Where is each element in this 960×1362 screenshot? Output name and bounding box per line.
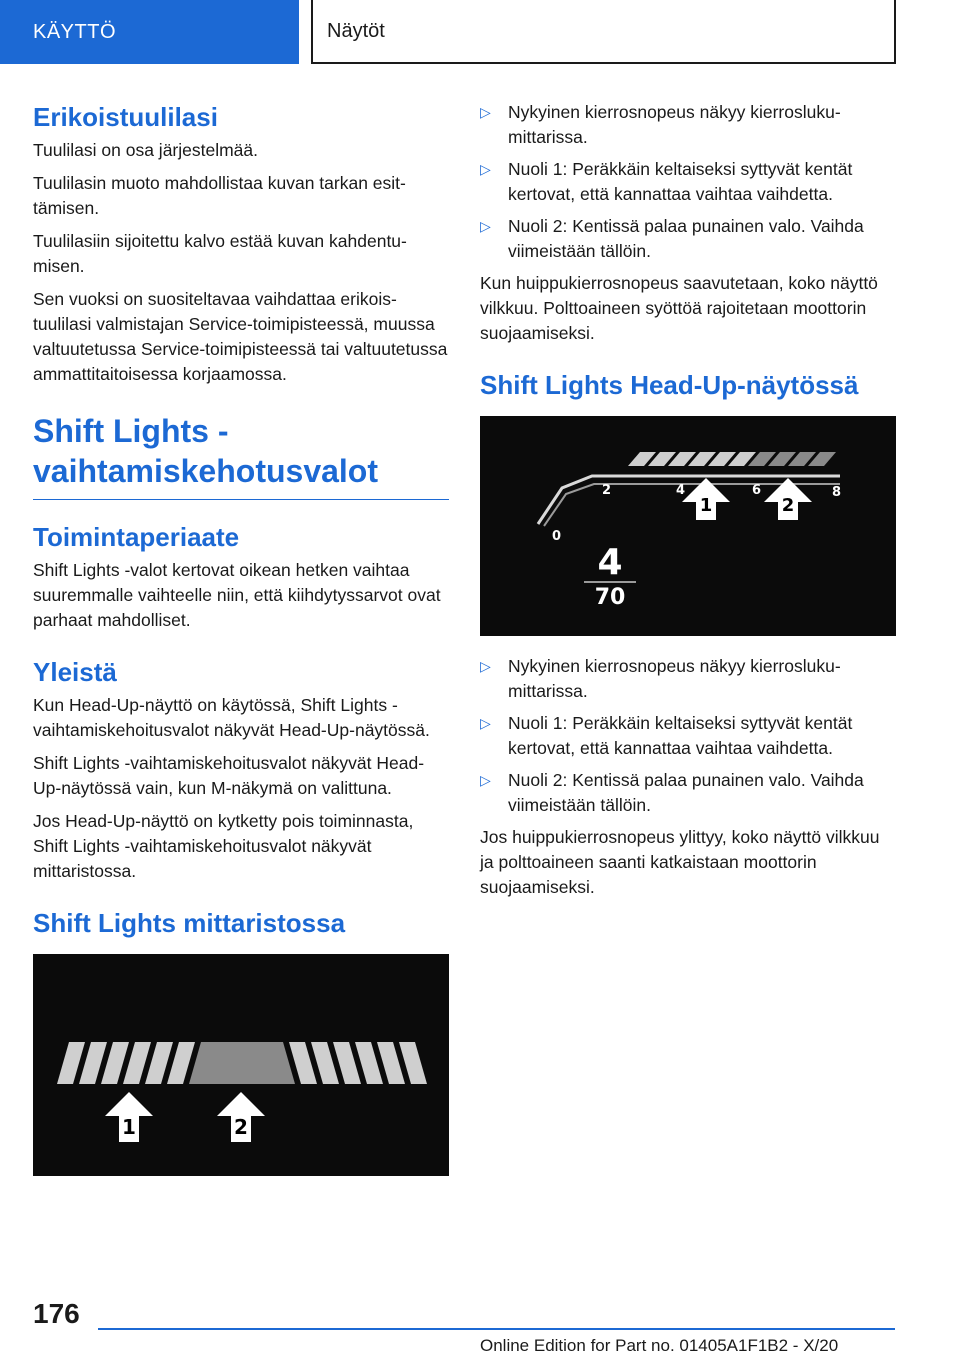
paragraph: Tuulilasiin sijoitettu kalvo estää kuvan kahdentumisen.: [33, 231, 407, 276]
paragraph: Tuulilasi on osa järjestelmää.: [33, 140, 259, 160]
svg-text:2: 2: [781, 495, 795, 516]
paragraph: Jos Head-Up-näyttö on kytketty pois toiminnasta, Shift Lights -vaihtamiskehoitusvalot näkyvät mittaristossa.: [33, 811, 414, 881]
footer-divider: [98, 1328, 895, 1330]
heading-hud: Shift Lights Head-Up-näytössä: [480, 370, 859, 400]
header-chapter: [311, 0, 896, 64]
hud-gear: 4: [597, 542, 623, 583]
paragraph: Jos huippukierrosnopeus ylittyy, koko näyttö vilkkuu ja polttoaineen saanti katkaistaan moottorin suojaamiseksi.: [480, 827, 880, 897]
hud-shift-lights-illustration: [480, 416, 896, 636]
list-item: ▷ Nuoli 2: Kentissä palaa punainen valo. Vaihda viimeistään tällöin.: [480, 770, 864, 815]
legend-list-2: [480, 654, 896, 818]
bullet-triangle-icon: ▷: [480, 772, 491, 788]
svg-text:2: 2: [602, 483, 612, 498]
page-number: 176: [33, 1298, 80, 1329]
svg-text:1: 1: [699, 495, 713, 516]
hud-speed: 70: [594, 585, 626, 610]
cluster-shift-lights-figure: [33, 954, 449, 1176]
bullet-triangle-icon: ▷: [480, 715, 491, 731]
list-item: ▷ Nykyinen kierrosnopeus näkyy kierroslukumittarissa.: [480, 656, 841, 701]
chapter-title: Näytöt: [327, 19, 385, 42]
section-title: KÄYTTÖ: [33, 20, 117, 43]
paragraph: Shift Lights -valot kertovat oikean hetken vaihtaa suuremmalle vaihteelle niin, että kiihdytyssarvot ovat parhaat mahdolliset.: [33, 560, 441, 630]
svg-text:1: 1: [122, 1115, 136, 1139]
svg-text:2: 2: [234, 1115, 248, 1139]
heading-cluster: Shift Lights mittaristossa: [33, 908, 346, 938]
bullet-triangle-icon: ▷: [480, 658, 491, 674]
list-item: ▷ Nuoli 2: Kentissä palaa punainen valo. Vaihda viimeistään tällöin.: [480, 216, 864, 261]
svg-text:6: 6: [752, 483, 762, 498]
heading-general: Yleistä: [33, 657, 117, 687]
paragraph: Kun huippukierrosnopeus saavutetaan, koko näyttö vilkkuu. Polttoaineen syöttöä rajoitetaan moottorin suojaamiseksi.: [480, 273, 878, 343]
list-item: ▷ Nuoli 1: Peräkkäin keltaiseksi syttyvät kentät kertovat, että kannattaa vaihtaa vaihdetta.: [480, 713, 853, 758]
bullet-triangle-icon: ▷: [480, 104, 491, 120]
bullet-triangle-icon: ▷: [480, 161, 491, 177]
hud-shift-lights-figure: [480, 416, 896, 636]
list-item: ▷ Nuoli 1: Peräkkäin keltaiseksi syttyvät kentät kertovat, että kannattaa vaihtaa vaihdetta.: [480, 159, 853, 204]
heading-shift-lights-wrap: [33, 411, 449, 500]
edition-text: Online Edition for Part no. 01405A1F1B2 - X/20: [480, 1336, 839, 1355]
paragraph: Tuulilasin muoto mahdollistaa kuvan tarkan esittämisen.: [33, 173, 406, 218]
heading-windshield: Erikoistuulilasi: [33, 102, 218, 132]
heading-function: Toimintaperiaate: [33, 522, 240, 552]
list-item: ▷ Nykyinen kierrosnopeus näkyy kierroslukumittarissa.: [480, 102, 841, 147]
legend-list-1: [480, 100, 896, 264]
paragraph: Shift Lights -vaihtamiskehoitusvalot näkyvät Head-Up-näytössä vain, kun M-näkymä on valittuna.: [33, 753, 425, 798]
bullet-triangle-icon: ▷: [480, 218, 491, 234]
header-section: [0, 0, 299, 64]
paragraph: Kun Head-Up-näyttö on käytössä, Shift Lights -vaihtamiskehoitusvalot näkyvät Head-Up-näytössä.: [33, 695, 430, 740]
svg-text:0: 0: [552, 529, 562, 544]
svg-text:4: 4: [676, 483, 686, 498]
heading-shift-lights: Shift Lights -vaihtamiskehotusvalot: [33, 413, 378, 489]
left-column: [33, 100, 449, 1194]
cluster-light-bar: [57, 1042, 427, 1084]
paragraph: Sen vuoksi on suositeltavaa vaihdattaa erikoistuulilasi valmistajan Service-toimipisteessä, muussa valtuutetussa Service-toimipisteessä tai valtuutetussa ammattitaitoisessa korjaamossa.: [33, 289, 448, 384]
right-column: [480, 100, 896, 908]
svg-text:8: 8: [832, 485, 842, 500]
cluster-shift-lights-illustration: [33, 954, 449, 1176]
